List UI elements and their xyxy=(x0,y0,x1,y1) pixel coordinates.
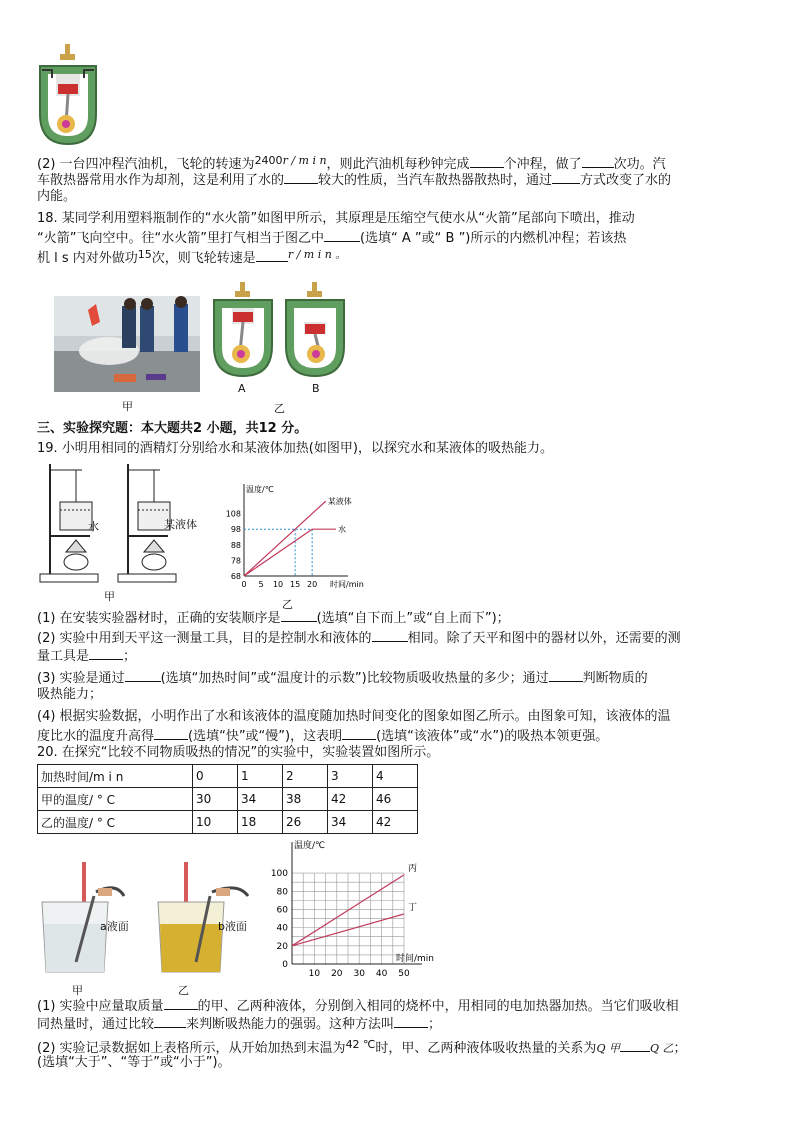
q18-line-3: 机 l s 内对外做功$^{15}$次，则飞轮转速是 $^{r / m i n 。}$ xyxy=(37,248,347,266)
q17-line-1: (2) 一台四冲程汽油机，飞轮的转速为$^{2400r / m i n}$，则此汽油机每秒钟完成 个冲程，做了 次功。汽 xyxy=(37,154,666,172)
x-tick-label: 15 xyxy=(290,580,301,589)
engine-diagram-a xyxy=(210,282,276,378)
answer-blank[interactable] xyxy=(284,170,318,184)
series-label: 某液体 xyxy=(327,497,352,507)
series-line-1 xyxy=(244,501,326,576)
x-axis-label: 时间/min xyxy=(396,954,435,964)
answer-blank[interactable] xyxy=(154,726,188,740)
label-liquid: 某液体 xyxy=(164,518,197,531)
table-row: 甲的温度/ ° C 30 34 38 42 46 xyxy=(38,788,418,811)
q17-line-3: 内能。 xyxy=(37,189,77,204)
label-water: 水 xyxy=(88,520,99,533)
q20-p1-cont: 同热量时，通过比较 来判断吸热能力的强弱。这种方法叫 ； xyxy=(37,1014,757,1034)
caption-jia-20: 甲 xyxy=(72,984,83,997)
q20-p1: (1) 实验中应量取质量 的甲、乙两种液体，分别倒入相同的烧杯中，用相同的电加热器加热。当它们吸收相 xyxy=(37,996,757,1016)
x-tick-label: 50 xyxy=(398,969,410,979)
y-tick-label: 60 xyxy=(276,905,288,916)
x-tick-label: 20 xyxy=(307,580,318,589)
caption-jia: 甲 xyxy=(122,400,133,413)
q19-p4-cont: 度比水的温度升高得 (选填“快”或“慢”)，这表明 (选填“该液体”或“水”)的吸热本领更强。 xyxy=(37,726,757,746)
answer-blank[interactable] xyxy=(281,608,317,622)
answer-blank[interactable] xyxy=(394,1014,428,1028)
caption-jia-19: 甲 xyxy=(104,590,115,603)
answer-blank[interactable] xyxy=(89,646,123,660)
x-tick-label: 40 xyxy=(375,969,388,979)
y-tick-label: 78 xyxy=(230,556,241,566)
y-tick-label: 100 xyxy=(270,869,288,880)
q19-p2: (2) 实验中用到天平这一测量工具，目的是控制水和液体的 相同。除了天平和图中的器材以外，还需要的测 xyxy=(37,628,757,648)
y-tick-label: 0 xyxy=(282,960,288,970)
y-tick-label: 98 xyxy=(230,525,241,535)
q20-p2: (2) 实验记录数据如上表格所示，从开始加热到末温为$^{42 ℃}$时，甲、乙两种液体吸收热量的关系为Q 甲 Q 乙； xyxy=(37,1038,687,1056)
answer-blank[interactable] xyxy=(154,1014,186,1028)
answer-blank[interactable] xyxy=(552,170,580,184)
q20-intro: 20. 在探究“比较不同物质吸热的情况”的实验中，实验装置如图所示。 xyxy=(37,745,440,760)
water-rocket-photo xyxy=(54,296,200,392)
x-tick-label: 20 xyxy=(331,969,343,979)
x-tick-label: 0 xyxy=(241,580,247,589)
y-axis-label: 温度/℃ xyxy=(246,485,274,494)
temperature-chart-20 xyxy=(264,834,464,982)
answer-blank[interactable] xyxy=(164,996,198,1010)
caption-yi: 乙 xyxy=(274,402,285,415)
x-tick-label: 10 xyxy=(308,969,321,979)
caption-yi-19: 乙 xyxy=(282,598,293,611)
q19-p4: (4) 根据实验数据，小明作出了水和该液体的温度随加热时间变化的图象如图乙所示。由图象可知，该液体的温 xyxy=(37,709,671,724)
y-tick-label: 40 xyxy=(276,923,288,934)
y-tick-label: 80 xyxy=(276,887,288,898)
answer-blank[interactable] xyxy=(549,668,583,682)
q18-line-2: “火箭”飞向空中。往“水火箭”里打气相当于图乙中 (选填“ A ”或“ B ”)所示的内燃机冲程；若该热 xyxy=(37,228,757,248)
series-label: 丙 xyxy=(408,863,418,874)
heating-data-table xyxy=(37,764,418,834)
answer-blank[interactable] xyxy=(324,228,360,242)
q19-p1: (1) 在安装实验器材时，正确的安装顺序是 (选填“自下而上”或“自上而下”)； xyxy=(37,608,757,628)
series-label: 丁 xyxy=(408,903,418,913)
answer-blank[interactable] xyxy=(342,726,376,740)
series-label: 水 xyxy=(338,525,346,535)
q19-p3: (3) 实验是通过 (选填“加热时间”或“温度计的示数”)比较物质吸收热量的多少；通过 判断物质的 xyxy=(37,668,757,688)
q20-p2-cont: (选填“大于”、“等于”或“小于”)。 xyxy=(37,1055,231,1070)
x-tick-label: 30 xyxy=(353,969,365,979)
x-tick-label: 5 xyxy=(258,580,264,589)
label-a-surface: a液面 xyxy=(100,920,129,933)
section-3-title: 三、实验探究题：本大题共2 小题，共12 分。 xyxy=(37,421,308,436)
answer-blank[interactable] xyxy=(256,248,288,262)
table-row: 乙的温度/ ° C 10 18 26 34 42 xyxy=(38,811,418,834)
q19-p3-cont: 吸热能力； xyxy=(37,687,103,702)
series-line-2 xyxy=(244,529,336,576)
y-tick-label: 108 xyxy=(225,509,241,519)
q19-p2-cont: 量工具是 ； xyxy=(37,646,757,666)
y-tick-label: 20 xyxy=(276,941,288,952)
engine-diagram-b xyxy=(282,282,348,378)
q17-line-2: 车散热器常用水作为却剂，这是利用了水的 较大的性质，当汽车散热器散热时，通过 方式改变了水的 xyxy=(37,170,757,190)
answer-blank[interactable] xyxy=(125,668,161,682)
y-tick-label: 88 xyxy=(230,540,241,550)
x-tick-label: 10 xyxy=(272,580,284,589)
answer-blank[interactable] xyxy=(620,1038,650,1052)
answer-blank[interactable] xyxy=(582,154,614,168)
label-b-surface: b液面 xyxy=(218,920,247,933)
engine-label-b: B xyxy=(312,382,320,395)
y-tick-label: 68 xyxy=(230,572,241,581)
engine-diagram-top xyxy=(36,44,100,148)
temperature-chart-19 xyxy=(224,476,364,594)
engine-label-a: A xyxy=(238,382,246,395)
table-row: 加热时间/m i n 0 1 2 3 4 xyxy=(38,765,418,788)
x-axis-label: 时间/min xyxy=(330,580,364,589)
caption-yi-20: 乙 xyxy=(178,984,189,997)
q18-line-1: 18. 某同学利用塑料瓶制作的“水火箭”如图甲所示，其原理是压缩空气使水从“火箭”尾部向下喷出，推动 xyxy=(37,211,635,226)
y-axis-label: 温度/℃ xyxy=(294,841,326,851)
answer-blank[interactable] xyxy=(372,628,408,642)
answer-blank[interactable] xyxy=(470,154,504,168)
q19-intro: 19. 小明用相同的酒精灯分别给水和某液体加热(如图甲)，以探究水和某液体的吸热能力。 xyxy=(37,441,553,456)
